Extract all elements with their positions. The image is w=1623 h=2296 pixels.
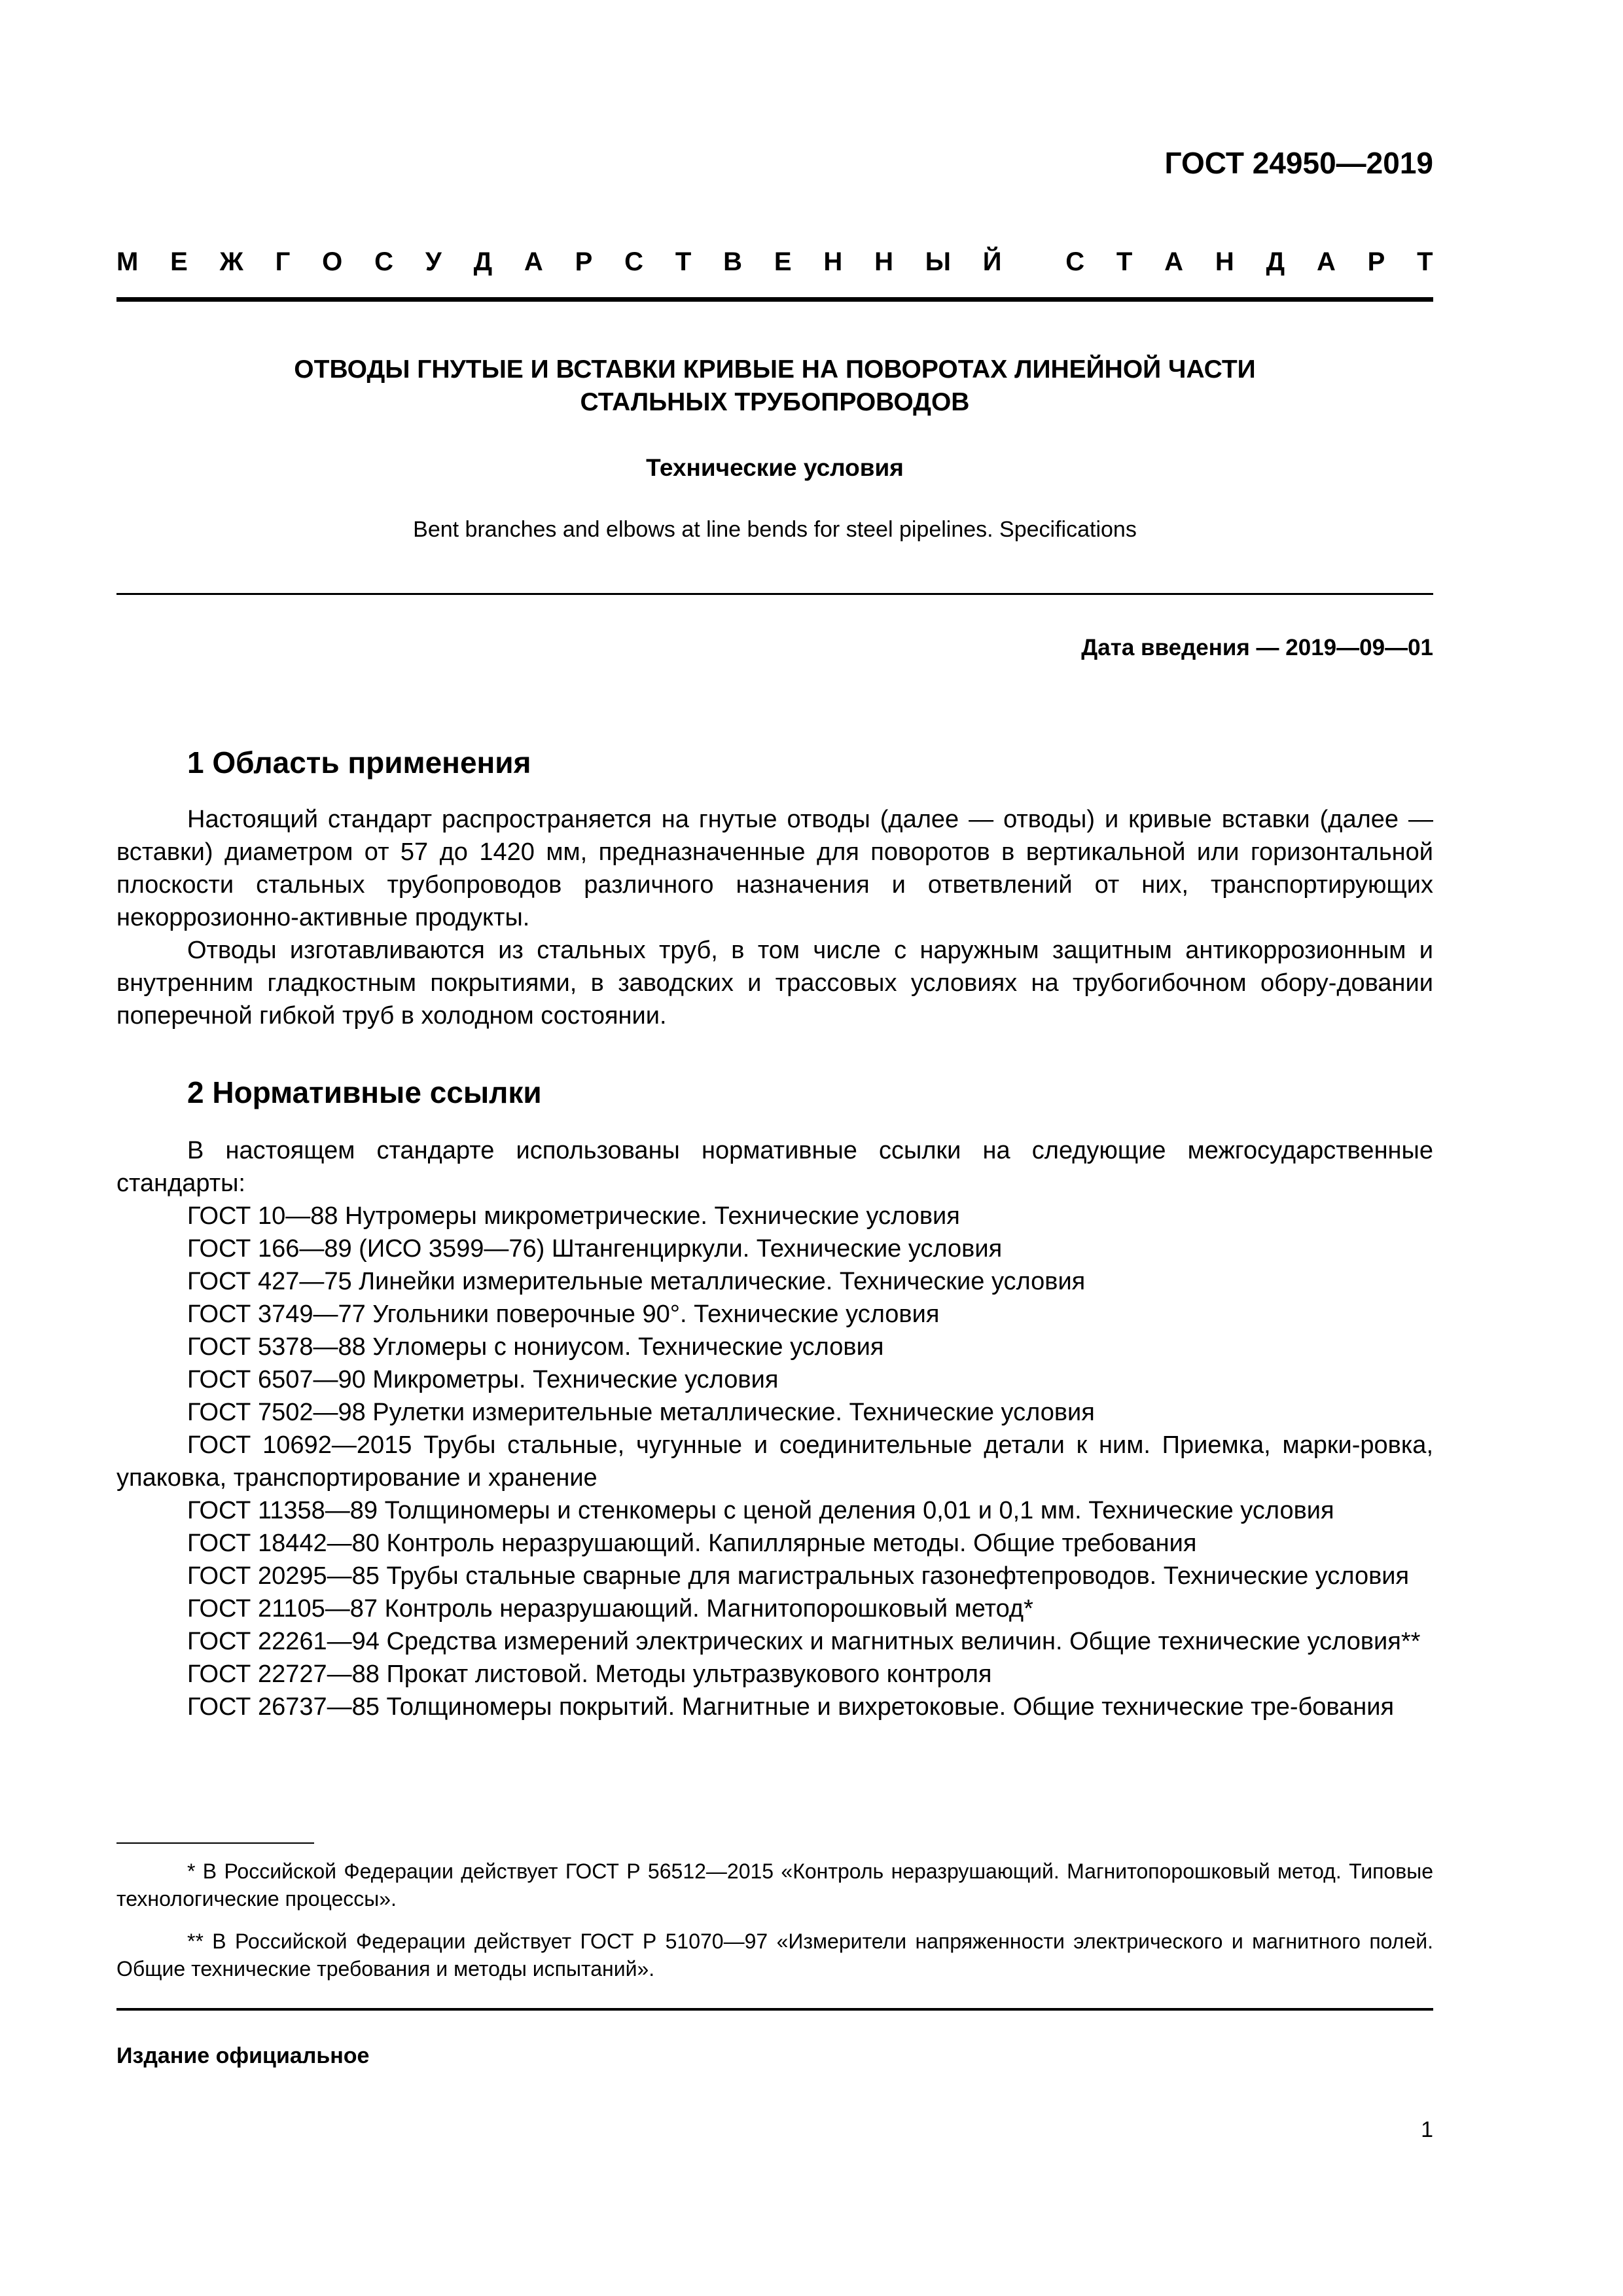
reference-item: ГОСТ 5378—88 Угломеры с нониусом. Технические условия bbox=[187, 1333, 884, 1361]
footnote bbox=[116, 1928, 1433, 1982]
banner-letter: Т bbox=[1417, 247, 1433, 276]
banner-letter: А bbox=[1316, 247, 1336, 276]
reference-item: ГОСТ 26737—85 Толщиномеры покрытий. Магнитные и вихретоковые. Общие технические тре-бования bbox=[187, 1693, 1395, 1721]
banner-letter: Т bbox=[1116, 247, 1133, 276]
document-title bbox=[116, 353, 1433, 419]
reference-item: ГОСТ 3749—77 Угольники поверочные 90°. Технические условия bbox=[187, 1300, 940, 1328]
banner-letter: Р bbox=[575, 247, 593, 276]
banner-letter: О bbox=[322, 247, 343, 276]
header-divider bbox=[116, 297, 1433, 302]
paragraph: Настоящий стандарт распространяется на гнутые отводы (далее — отводы) и кривые вставки (далее — вставки) диаметром от 57 до 1420 мм, предназначенные для поворотов в вертикальной или горизонтальной плоскости стальных трубопроводов различного назначения и ответвлений от них, транспортирующих некоррозионно-активные продукты. bbox=[116, 806, 1433, 931]
page-number: 1 bbox=[1421, 2117, 1433, 2142]
banner-letter: Н bbox=[1215, 247, 1234, 276]
title-divider bbox=[116, 593, 1433, 595]
banner-letter: Т bbox=[675, 247, 692, 276]
english-title: Bent branches and elbows at line bends for steel pipelines. Specifications bbox=[413, 517, 1137, 542]
reference-item: ГОСТ 20295—85 Трубы стальные сварные для магистральных газонефтепроводов. Технические условия bbox=[187, 1562, 1410, 1590]
reference-item: ГОСТ 166—89 (ИСО 3599—76) Штангенциркули. Технические условия bbox=[187, 1235, 1003, 1263]
section-body bbox=[116, 803, 1433, 1032]
banner-letter: М bbox=[116, 247, 139, 276]
reference-item: ГОСТ 18442—80 Контроль неразрушающий. Капиллярные методы. Общие требования bbox=[187, 1530, 1197, 1557]
footer-divider bbox=[116, 2008, 1433, 2011]
banner-letter: Ы bbox=[925, 247, 951, 276]
banner-letter: Е bbox=[170, 247, 188, 276]
reference-item: ГОСТ 7502—98 Рулетки измерительные металлические. Технические условия bbox=[187, 1399, 1095, 1426]
footnote-text: ** В Российской Федерации действует ГОСТ Р 51070—97 «Измерители напряженности электрического и магнитного полей. Общие технические требования и методы испытаний». bbox=[116, 1929, 1433, 1981]
banner-letter: С bbox=[624, 247, 644, 276]
reference-item: ГОСТ 427—75 Линейки измерительные металлические. Технические условия bbox=[187, 1268, 1086, 1295]
banner-letter: Н bbox=[823, 247, 843, 276]
banner-letter: Й bbox=[982, 247, 1002, 276]
banner-letter: А bbox=[524, 247, 543, 276]
banner-letter: Ж bbox=[219, 247, 243, 276]
banner-letter: В bbox=[723, 247, 742, 276]
document-code: ГОСТ 24950—2019 bbox=[1164, 146, 1433, 180]
reference-item: ГОСТ 6507—90 Микрометры. Технические условия bbox=[187, 1366, 779, 1393]
footnote-text: * В Российской Федерации действует ГОСТ Р 56512—2015 «Контроль неразрушающий. Магнитопорошковый метод. Типовые технологические процессы». bbox=[116, 1859, 1433, 1910]
section-heading: 2 Нормативные ссылки bbox=[187, 1075, 542, 1109]
reference-item: ГОСТ 11358—89 Толщиномеры и стенкомеры с ценой деления 0,01 и 0,1 мм. Технические условия bbox=[187, 1497, 1334, 1524]
banner-letter: А bbox=[1164, 247, 1184, 276]
reference-item: ГОСТ 10692—2015 Трубы стальные, чугунные и соединительные детали к ним. Приемка, марки-ровка, упаковка, транспортирование и хранение bbox=[116, 1431, 1433, 1492]
reference-item: ГОСТ 22261—94 Средства измерений электрических и магнитных величин. Общие технические условия** bbox=[187, 1628, 1421, 1655]
banner-letter: Д bbox=[1266, 247, 1285, 276]
reference-item: ГОСТ 21105—87 Контроль неразрушающий. Магнитопорошковый метод* bbox=[187, 1595, 1033, 1623]
standard-type-banner bbox=[116, 247, 1433, 277]
footnote bbox=[116, 1857, 1433, 1912]
banner-letter: Г bbox=[275, 247, 291, 276]
paragraph: Отводы изготавливаются из стальных труб, в том числе с наружным защитным антикоррозионным и внутренним гладкостным покрытиями, в заводских и трассовых условиях на трубогибочном обору-довании поперечной гибкой труб в холодном состоянии. bbox=[116, 937, 1433, 1030]
reference-item: ГОСТ 22727—88 Прокат листовой. Методы ультразвукового контроля bbox=[187, 1660, 992, 1688]
banner-letter: Р bbox=[1367, 247, 1385, 276]
reference-list bbox=[116, 1134, 1433, 1723]
section-heading: 1 Область применения bbox=[187, 745, 531, 780]
footnote-separator bbox=[116, 1842, 314, 1844]
banner-letter: Н bbox=[874, 247, 893, 276]
banner-letter: С bbox=[374, 247, 394, 276]
paragraph: В настоящем стандарте использованы нормативные ссылки на следующие межгосударственные стандарты: bbox=[116, 1137, 1433, 1197]
banner-letter: С bbox=[1065, 247, 1085, 276]
banner-letter: Е bbox=[774, 247, 792, 276]
edition-label: Издание официальное bbox=[116, 2043, 370, 2068]
document-subtitle: Технические условия bbox=[646, 454, 904, 481]
reference-item: ГОСТ 10—88 Нутромеры микрометрические. Технические условия bbox=[187, 1202, 960, 1230]
introduction-date: Дата введения — 2019—09—01 bbox=[1081, 635, 1433, 660]
banner-letter: У bbox=[425, 247, 442, 276]
title-line: СТАЛЬНЫХ ТРУБОПРОВОДОВ bbox=[580, 388, 970, 416]
title-line: ОТВОДЫ ГНУТЫЕ И ВСТАВКИ КРИВЫЕ НА ПОВОРОТАХ ЛИНЕЙНОЙ ЧАСТИ bbox=[294, 355, 1256, 384]
banner-letter: Д bbox=[473, 247, 493, 276]
